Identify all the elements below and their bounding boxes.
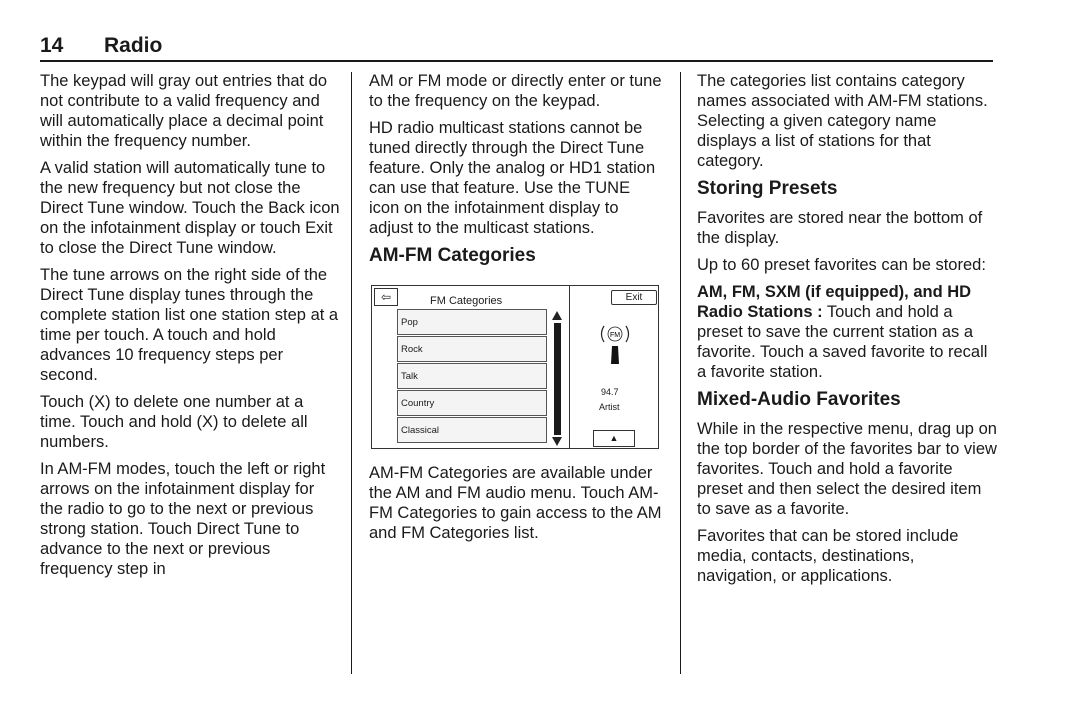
scroll-up-arrow-icon[interactable] [552, 311, 562, 320]
radio-station-icon [597, 322, 633, 368]
screen-divider [569, 286, 570, 448]
screen-title: FM Categories [430, 295, 503, 307]
paragraph: In AM-FM modes, touch the left or right arrows on the infotainment display for the radio to go to the next or previous strong station. Touch Direct Tune to advance to the next or previous frequency step in [40, 460, 326, 578]
paragraph: The keypad will gray out entries that do not contribute to a valid frequency and will automatically place a decimal point within the frequency number. [40, 72, 328, 150]
fm-icon-label: FM [609, 332, 621, 339]
back-icon[interactable]: ⇦ [374, 288, 398, 306]
heading-storing-presets: Storing Presets [697, 178, 838, 199]
exit-button[interactable]: Exit [611, 290, 657, 305]
heading-mixed-audio-favorites: Mixed-Audio Favorites [697, 389, 901, 410]
paragraph [697, 282, 997, 382]
category-item[interactable]: Pop [397, 309, 547, 335]
category-item[interactable]: Talk [397, 363, 547, 389]
paragraph: Favorites that can be stored include media, contacts, destinations, navigation, or applications. [697, 527, 959, 585]
paragraph: Up to 60 preset favorites can be stored: [697, 256, 986, 274]
column-2 [369, 71, 664, 550]
header-rule [40, 60, 993, 62]
bold-lead-in: AM, FM, SXM (if equipped), and HD Radio Stations : [697, 283, 972, 321]
category-item[interactable]: Country [397, 390, 547, 416]
column-divider-2 [680, 72, 681, 674]
paragraph: The categories list contains category names associated with AM-FM stations. Selecting a given category name displays a list of stations for that category. [697, 72, 988, 170]
category-item[interactable]: Rock [397, 336, 547, 362]
page-number: 14 [40, 34, 64, 57]
paragraph-text: Touch and hold a preset to save the current station as a favorite. Touch a saved favorite to recall a favorite station. [697, 303, 988, 381]
page-up-button[interactable]: ▲ [593, 430, 635, 447]
scroll-down-arrow-icon[interactable] [552, 437, 562, 446]
paragraph: HD radio multicast stations cannot be tuned directly through the Direct Tune feature. Only the analog or HD1 station can use that feature. Use the TUNE icon on the infotainment display to adjust to the multicast stations. [369, 119, 656, 237]
heading-am-fm-categories: AM-FM Categories [369, 245, 536, 266]
artist-readout: Artist [599, 402, 620, 412]
scrollbar[interactable] [554, 323, 561, 435]
page-header [40, 34, 993, 60]
category-item[interactable]: Classical [397, 417, 547, 443]
column-1 [40, 71, 340, 586]
section-title: Radio [104, 34, 163, 57]
paragraph: The tune arrows on the right side of the Direct Tune display tunes through the complete station list one station step at a time per touch. A touch and hold advances 10 frequency steps per second. [40, 266, 339, 384]
paragraph: While in the respective menu, drag up on the top border of the favorites bar to view favorites. Touch and hold a favorite preset and then select the desired item to save as a favorite. [697, 420, 997, 518]
fm-categories-screenshot [371, 285, 659, 449]
paragraph: AM-FM Categories are available under the AM and FM audio menu. Touch AM-FM Categories to gain access to the AM and FM Categories list. [369, 464, 662, 542]
category-list [397, 309, 547, 444]
paragraph: AM or FM mode or directly enter or tune to the frequency on the keypad. [369, 72, 662, 110]
paragraph: Favorites are stored near the bottom of the display. [697, 209, 983, 247]
frequency-readout: 94.7 [601, 387, 619, 397]
paragraph: A valid station will automatically tune to the new frequency but not close the Direct Tune window. Touch the Back icon on the infotainment display or touch Exit to close the Direct Tune window. [40, 159, 340, 257]
paragraph: Touch (X) to delete one number at a time. Touch and hold (X) to delete all numbers. [40, 393, 308, 451]
column-divider-1 [351, 72, 352, 674]
column-3 [697, 71, 997, 593]
